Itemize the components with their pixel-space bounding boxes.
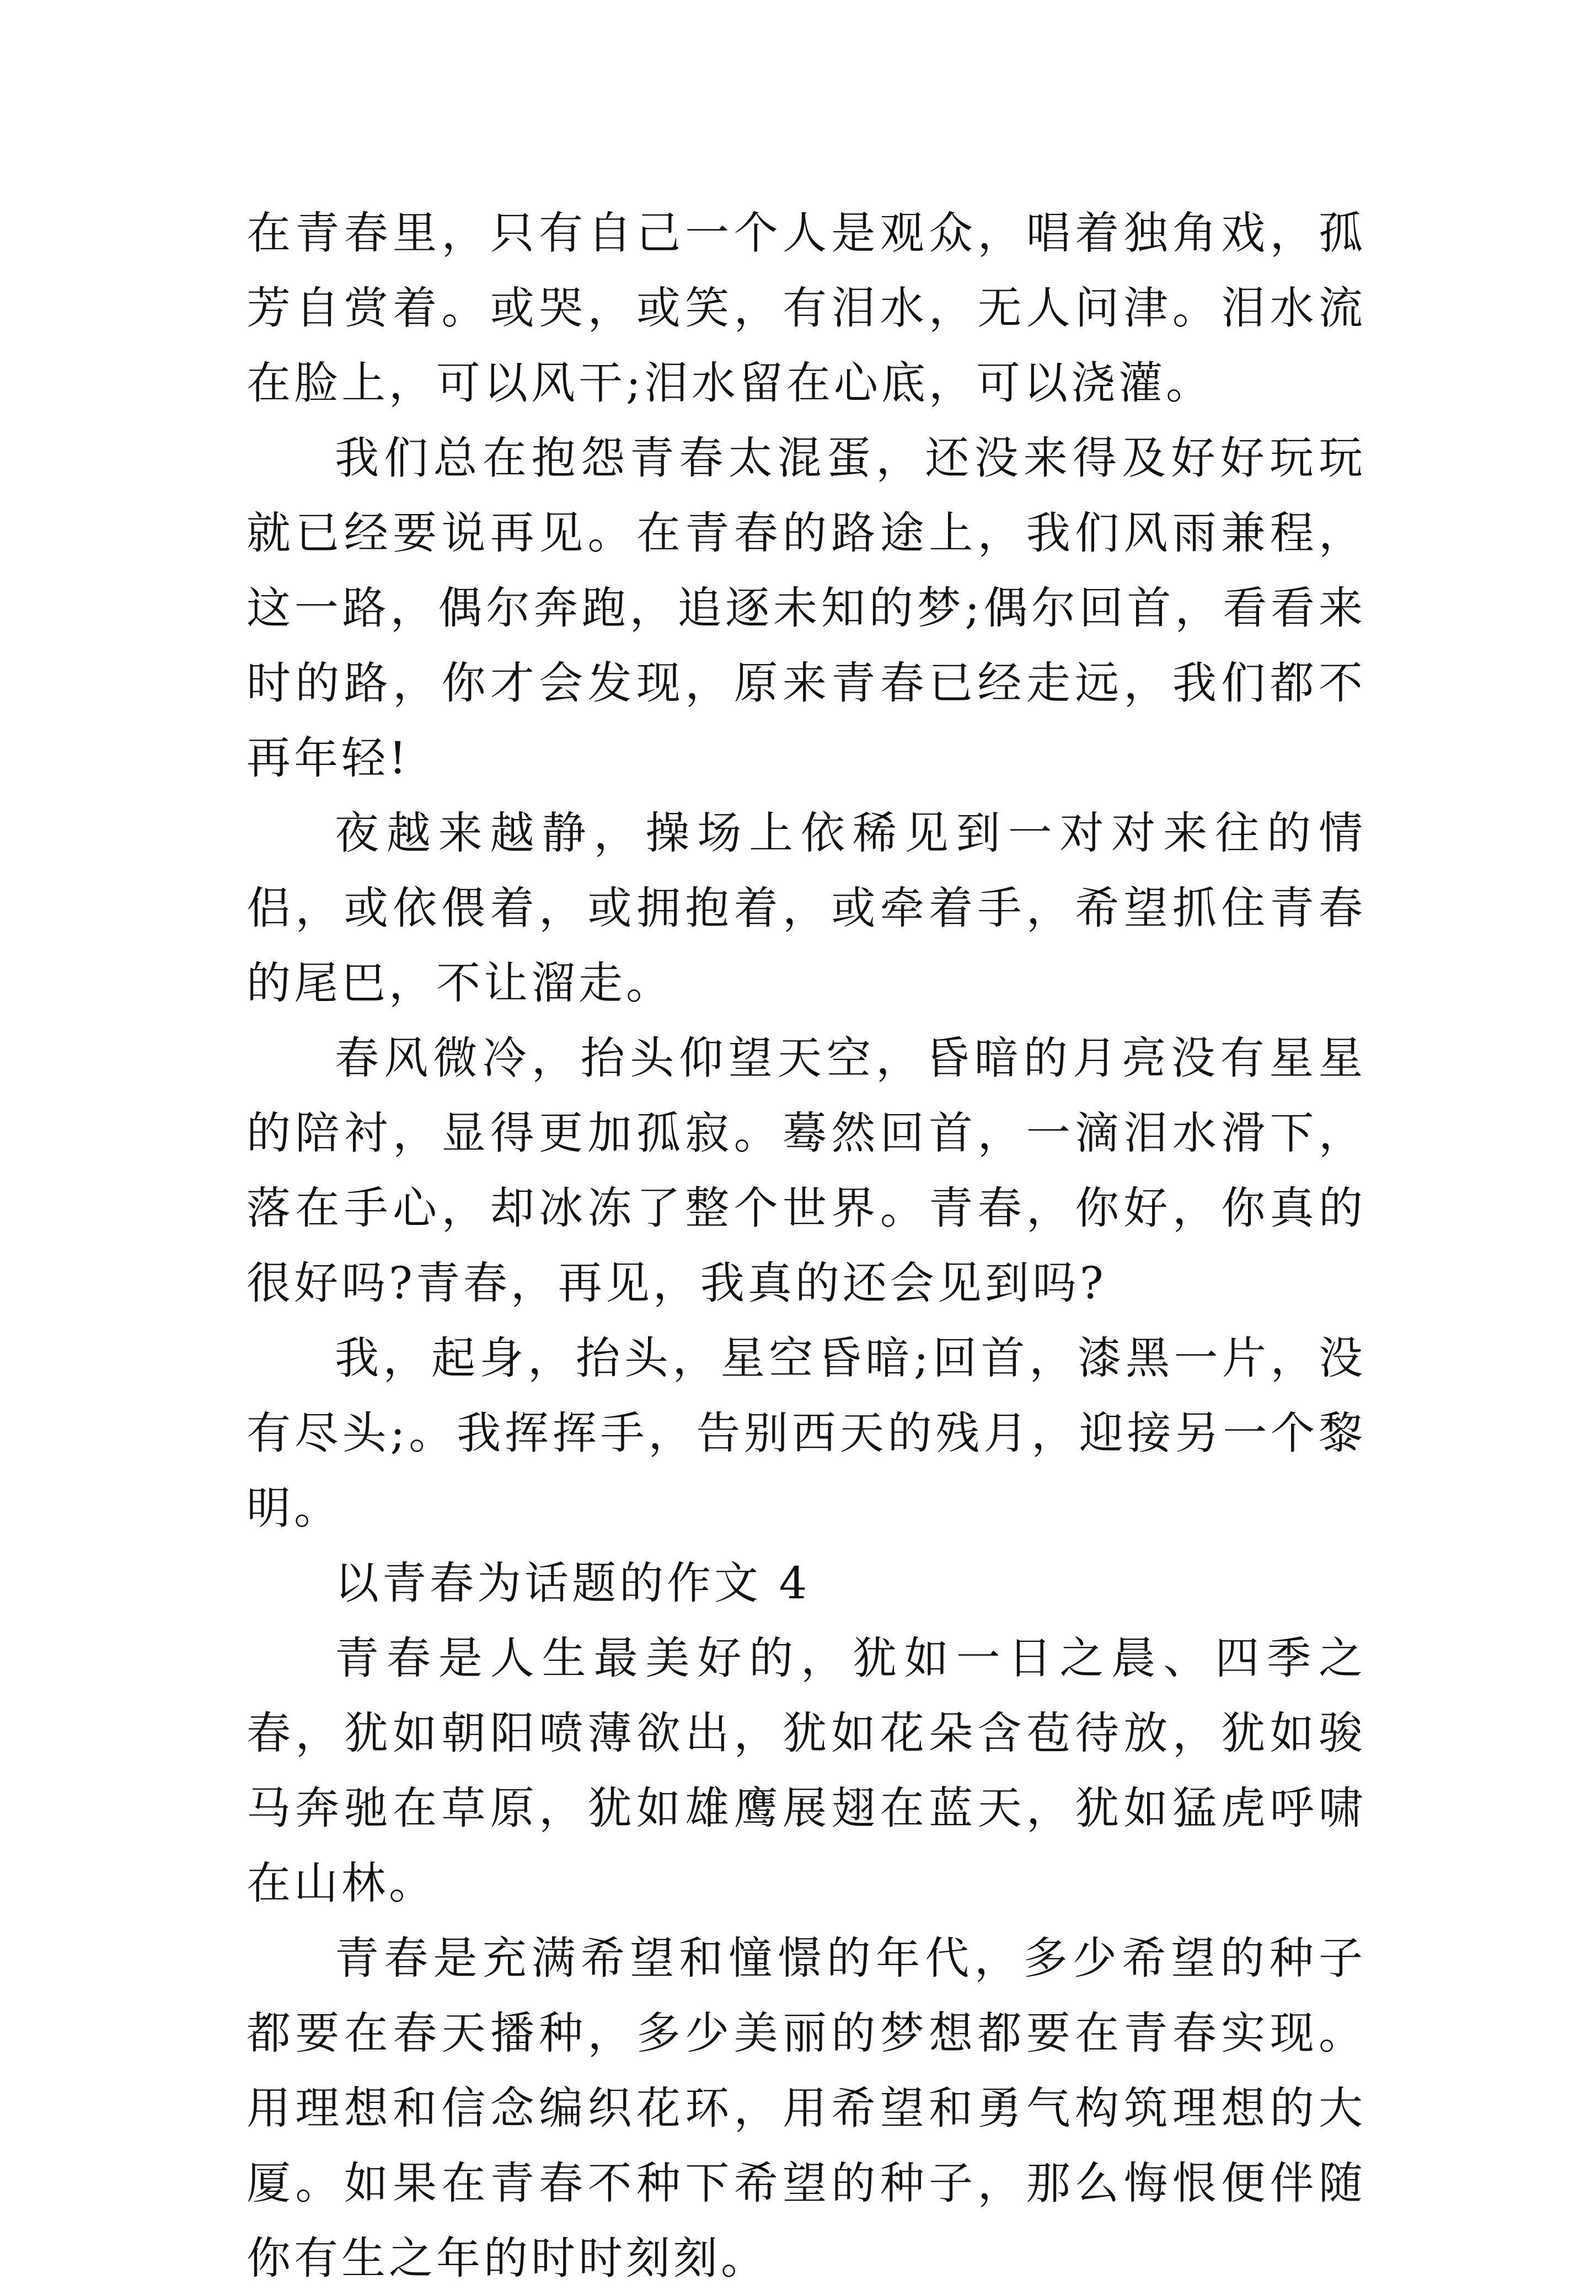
paragraph-5: 我，起身，抬头，星空昏暗;回首，漆黑一片，没有尽头;。我挥挥手，告别西天的残月，迎接另一个黎明。 xyxy=(247,1332,1366,1534)
paragraph-6: 青春是人生最美好的，犹如一日之晨、四季之春，犹如朝阳喷薄欲出，犹如花朵含苞待放，犹如骏马奔驰在草原，犹如雄鹰展翅在蓝天，犹如猛虎呼啸在山林。 xyxy=(247,1633,1366,1909)
paragraph-4: 春风微冷，抬头仰望天空，昏暗的月亮没有星星的陪衬，显得更加孤寂。蓦然回首，一滴泪水滑下，落在手心，却冰冻了整个世界。青春，你好，你真的很好吗?青春，再见，我真的还会见到吗? xyxy=(247,1032,1366,1309)
paragraph-3: 夜越来越静，操场上依稀见到一对对来往的情侣，或依偎着，或拥抱着，或牵着手，希望抓住青春的尾巴，不让溜走。 xyxy=(247,807,1366,1009)
paragraph-2: 我们总在抱怨青春太混蛋，还没来得及好好玩玩就已经要说再见。在青春的路途上，我们风雨兼程，这一路，偶尔奔跑，追逐未知的梦;偶尔回首，看看来时的路，你才会发现，原来青春已经走远，我们都不再年轻! xyxy=(247,432,1366,784)
paragraph-7: 青春是充满希望和憧憬的年代，多少希望的种子都要在春天播种，多少美丽的梦想都要在青春实现。用理想和信念编织花环，用希望和勇气构筑理想的大厦。如果在青春不种下希望的种子，那么悔恨便伴随你有生之年的时时刻刻。 xyxy=(247,1933,1366,2284)
paragraph-1: 在青春里，只有自己一个人是观众，唱着独角戏，孤芳自赏着。或哭，或笑，有泪水，无人问津。泪水流在脸上，可以风干;泪水留在心底，可以浇灌。 xyxy=(247,207,1366,409)
document-body xyxy=(247,196,1366,2296)
section-heading: 以青春为话题的作文 4 xyxy=(335,1558,811,1609)
